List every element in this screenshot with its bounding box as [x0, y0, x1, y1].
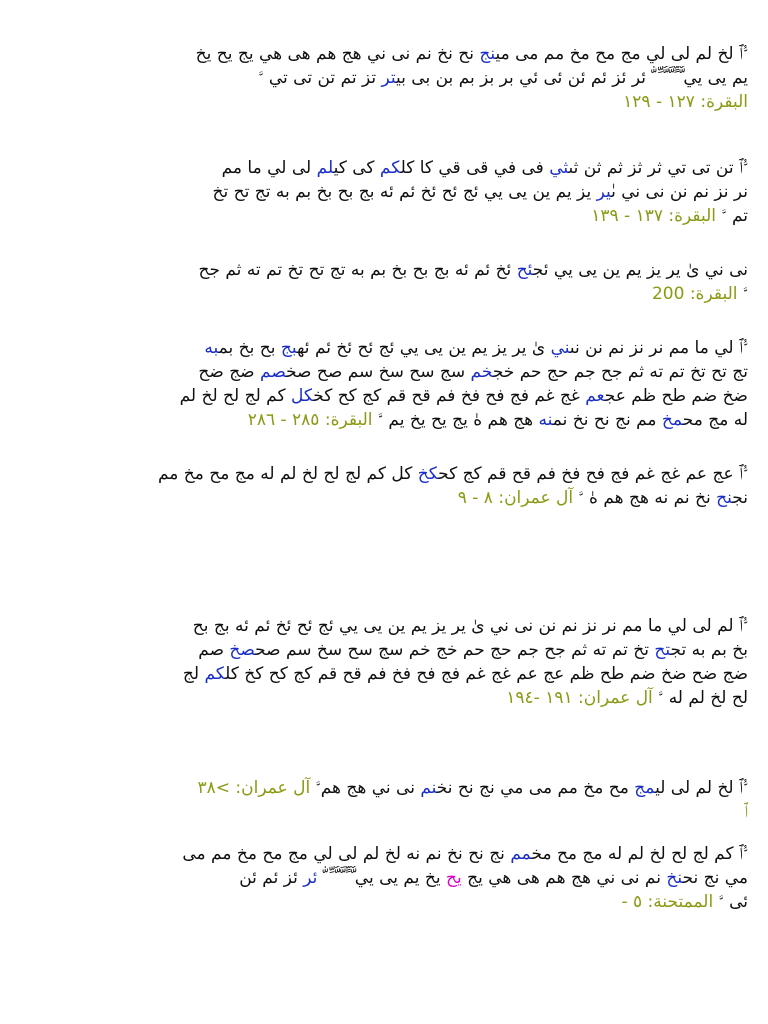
verse-text: ىٰ ير يز يم ين يى يي ئج ئح ئخ ئم ئه [296, 338, 551, 358]
highlighted-word: ثي [549, 158, 569, 178]
verse-text: صم [198, 640, 230, 660]
highlighted-word: ئح [516, 260, 533, 280]
verse-line [22, 204, 748, 228]
verse-line [22, 776, 748, 800]
verse-text: نح نخ نم نى ني هج هم هى هي يج يح يخ [195, 44, 480, 64]
verse-text: تج تح تخ تم ته ثم جح جم حج حم خج [492, 362, 748, 382]
highlighted-word: عم [585, 386, 605, 406]
verse-text: ﱡﭐ لم لى لي ما مم نر نز نم نن نى ني ىٰ ير يز يم ين يى يي ئج ئح ئخ ئم ئه بج بح [192, 616, 748, 636]
verse-text: ﱡﭐ لخ لم لى لي مج مح مخ مم مى مي [495, 44, 748, 64]
highlighted-word: به [204, 338, 219, 358]
verse-line [22, 614, 748, 638]
verse-line [22, 156, 748, 180]
verse-line [22, 180, 748, 204]
highlighted-word: كخ [417, 464, 439, 484]
verse-line [22, 258, 748, 282]
verse-text: لى لي ما مم [221, 158, 317, 178]
surah-reference: البقرة: ٢٨٥ - ٢٨٦ [247, 410, 373, 430]
verse-block-3 [22, 258, 748, 306]
verse-text: نر نز نم نن نى ني ىٰ [611, 182, 748, 202]
verse-text: ﱡﭐ كم لج لح لخ لم له مج مح مخ [531, 844, 748, 864]
verse-text: له مج مح [682, 410, 748, 430]
verse-line [22, 462, 748, 486]
surah-reference: الممتحنة: ٥ - [621, 892, 714, 912]
highlighted-word: صخ [229, 640, 256, 660]
highlighted-word: مج [634, 778, 656, 798]
highlighted-word: نخ [666, 868, 683, 888]
verse-text: ئز ئم ئن [239, 868, 304, 888]
verse-text: لح لخ لم له ﱠ [652, 688, 748, 708]
verse-line [22, 638, 748, 662]
verse-text: يز يم ين يى يي ئج ئح ئخ ئم ئه بج بح بخ بم به تج تح تخ [212, 182, 597, 202]
verse-text: تم ﱠ [716, 206, 748, 226]
highlighted-word: كم [379, 158, 401, 178]
verse-mark: ﭐ [744, 802, 748, 822]
verse-text: ئخ ئم ئه بج بح بخ بم به تج تح تخ تم ته ثم جح [198, 260, 517, 280]
verse-line [22, 686, 748, 710]
verse-line [22, 336, 748, 360]
verse-block-5 [22, 462, 748, 510]
verse-block-6 [22, 614, 748, 710]
verse-text: يم يى يي ٌّ ٍّ َّ ُّ ِّ ّٰ ئر ئز ئم ئن ئى ئي بر بز بم بن بى بي [396, 68, 748, 88]
verse-block-7 [22, 776, 748, 824]
highlighted-word: صم [260, 362, 287, 382]
highlighted-word: كل [290, 386, 314, 406]
highlighted-word: ئر [303, 868, 318, 888]
highlighted-word: كم [204, 664, 226, 684]
verse-line [22, 42, 748, 66]
verse-text: ﱡﭐ تن تى تي ثر ثز ثم ثن ثى [568, 158, 748, 178]
surah-reference: آل عمران: >٣٨ [197, 778, 311, 798]
surah-reference: البقرة: 200 [651, 284, 738, 304]
verse-text: فى في قى قي كا كل [400, 158, 550, 178]
verse-block-4 [22, 336, 748, 432]
verse-line [22, 282, 748, 306]
verse-text: تز تم تن تى تي ﱠ [258, 68, 382, 88]
verse-text: يخ يم يى يي ٌّ ٍّ َّ ُّ ِّ ّٰ [317, 868, 446, 888]
verse-text: ﱡﭐ عج عم غج غم فج فح فخ فم قح قم كج كح [438, 464, 748, 484]
verse-line [22, 866, 748, 890]
verse-text: مح مخ مم مى مي نج نح نخ [436, 778, 635, 798]
verse-line [22, 66, 748, 90]
highlighted-word: نح [716, 488, 733, 508]
verse-text: ضخ ضم طح ظم عج [604, 386, 748, 406]
verse-text: نج [732, 488, 748, 508]
verse-block-2 [22, 156, 748, 228]
verse-text: ﱡﭐ لي ما مم نر نز نم نن نى [569, 338, 748, 358]
verse-text: كل كم لج لح لخ لم له مج مح مخ مم [157, 464, 418, 484]
highlighted-word: خم [470, 362, 493, 382]
verse-text: كم لج لح لخ لم [179, 386, 291, 406]
highlighted-word: مم [510, 844, 532, 864]
highlighted-word: نج [479, 44, 496, 64]
verse-block-1 [22, 42, 748, 114]
highlighted-word: ير [596, 182, 612, 202]
verse-text: مم نج نح نخ نم [552, 410, 662, 430]
verse-text: كى كي [333, 158, 380, 178]
verse-text: نم نى ني هج هم هى هي يج [461, 868, 667, 888]
highlighted-word: تر [381, 68, 397, 88]
surah-reference: آل عمران: ١٩١ -١٩٤ [506, 688, 653, 708]
verse-block-8 [22, 842, 748, 914]
verse-line [22, 800, 748, 824]
verse-line [22, 384, 748, 408]
surah-reference: آل عمران: ٨ - ٩ [457, 488, 574, 508]
verse-text: نج نح نخ نم نه لخ لم لى لي مج مح مخ مم مى [182, 844, 511, 864]
verse-text: ﱠ [737, 284, 748, 304]
verse-text: تخ تم ته ثم جح جم حج حم خج خم سج سح سخ سم صح [255, 640, 655, 660]
verse-text: ﱡﭐ لخ لم لى لي [655, 778, 748, 798]
verse-text: غج غم فج فح فخ فم قح قم كج كح كخ [313, 386, 586, 406]
verse-text: ضج ضح [198, 362, 260, 382]
verse-text: ئى ﱠ [713, 892, 748, 912]
verse-text: سج سح سخ سم صح صخ [286, 362, 471, 382]
highlighted-word: مخ [661, 410, 683, 430]
verse-line [22, 486, 748, 510]
surah-reference: البقرة: ١٢٧ - ١٢٩ [623, 92, 748, 112]
verse-text: بح بخ بم [218, 338, 281, 358]
verse-text: هج هم هٰ يج يح يخ يم ﱠ [372, 410, 539, 430]
highlighted-word: ني [550, 338, 570, 358]
verse-line [22, 90, 748, 114]
highlighted-word: تح [654, 640, 671, 660]
verse-line [22, 890, 748, 914]
verse-text: بخ بم به تج [670, 640, 748, 660]
verse-text: ضج ضح ضخ ضم طح ظم عج عم غج غم فج فح فخ فم قح قم كج كح كخ كل [225, 664, 748, 684]
verse-line [22, 360, 748, 384]
verse-text: نى ني هج همﱠ [310, 778, 421, 798]
verse-text: مي نج نح [682, 868, 748, 888]
highlighted-word: بج [280, 338, 297, 358]
highlighted-word-special: يح [445, 868, 462, 888]
verse-line [22, 842, 748, 866]
verse-line [22, 662, 748, 686]
verse-text: نى ني ىٰ ير يز يم ين يى يي ئج [532, 260, 748, 280]
verse-text: لج [182, 664, 205, 684]
highlighted-word: نم [420, 778, 437, 798]
highlighted-word: نه [538, 410, 553, 430]
surah-reference: البقرة: ١٣٧ - ١٣٩ [591, 206, 717, 226]
verse-text: نخ نم نه هج هم هٰ ﱠ [573, 488, 717, 508]
verse-line [22, 408, 748, 432]
highlighted-word: لم [316, 158, 334, 178]
